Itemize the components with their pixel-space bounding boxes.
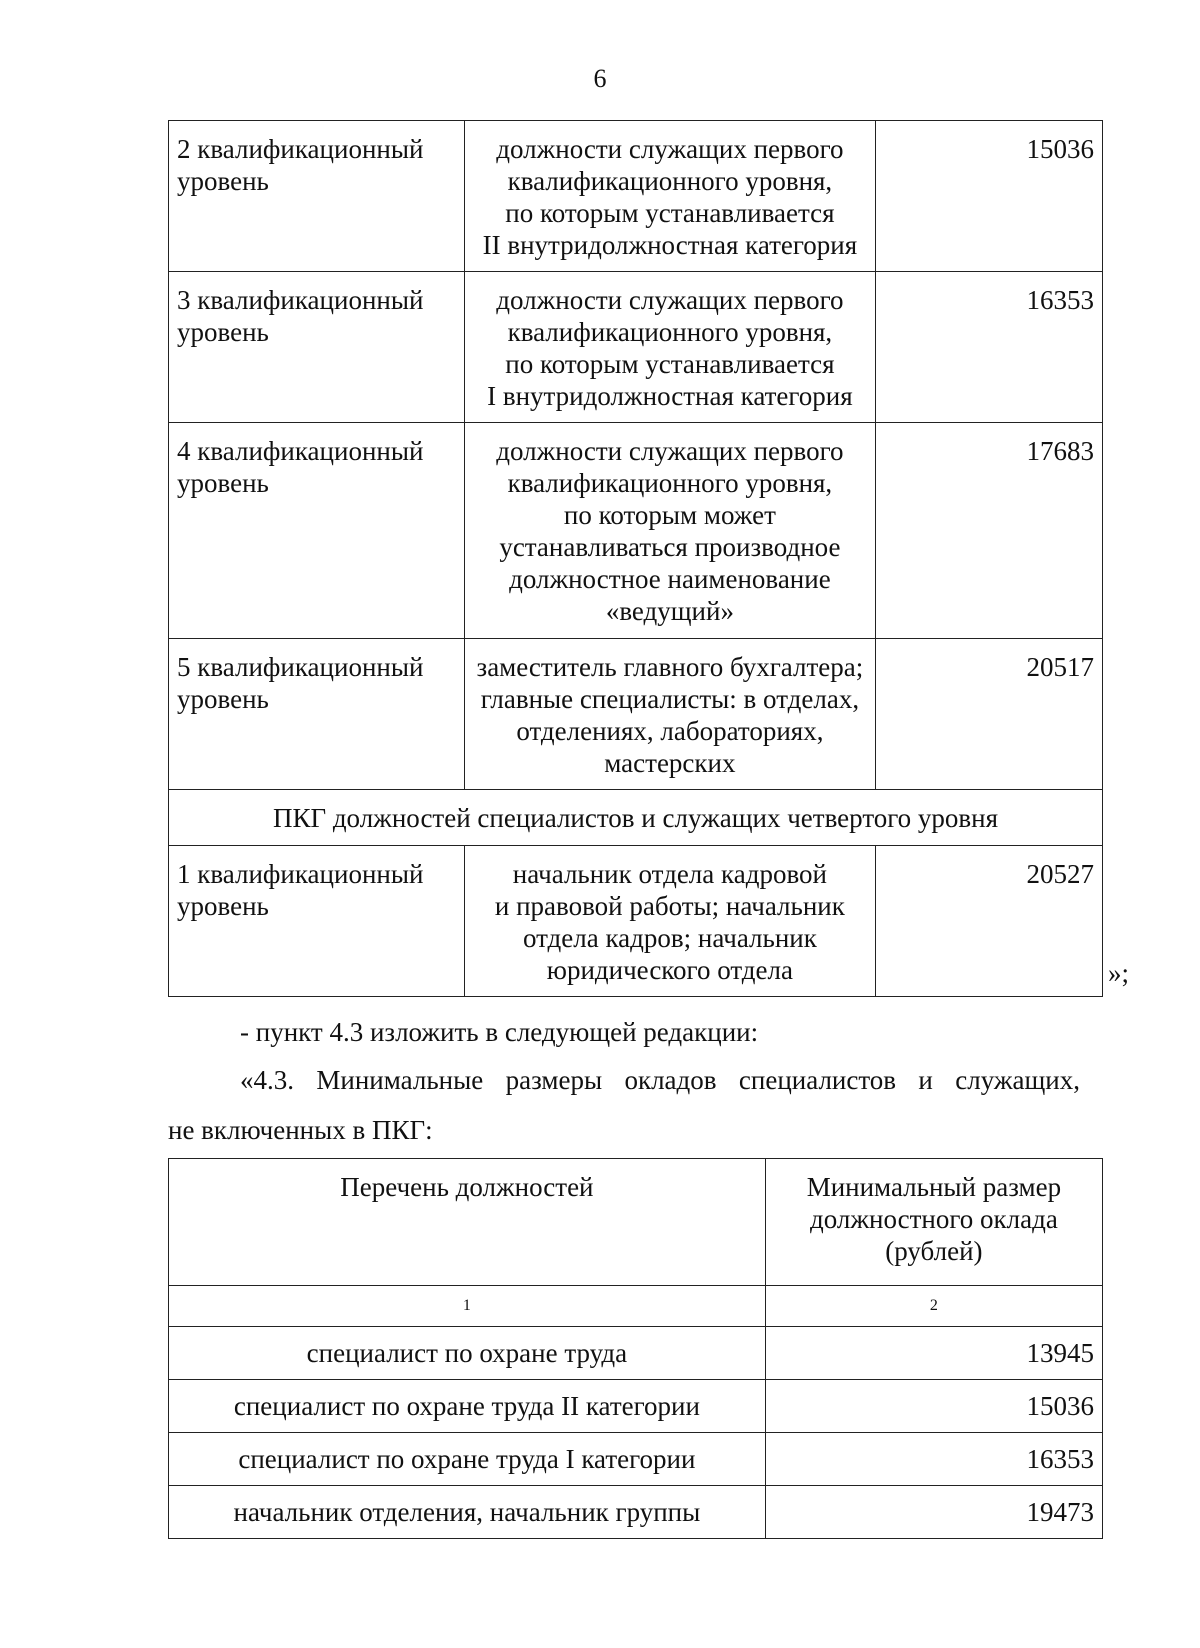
position-name: специалист по охране труда I категории <box>169 1433 766 1486</box>
positions-line: «ведущий» <box>605 596 734 626</box>
paragraph: - пункт 4.3 изложить в следующей редакции: <box>240 1017 759 1047</box>
position-name: специалист по охране труда II категории <box>169 1380 766 1433</box>
positions-line: по которым может <box>563 500 776 530</box>
salary-cell: 20517 <box>876 639 1103 790</box>
positions-cell <box>464 272 875 423</box>
table-row <box>169 1433 1103 1486</box>
table-row <box>169 272 1103 423</box>
salary-value: 13945 <box>765 1327 1102 1380</box>
column-header: Перечень должностей <box>169 1159 766 1286</box>
positions-line: I внутридолжностная категория <box>487 381 853 411</box>
positions-line: II внутридолжностная категория <box>482 230 858 260</box>
column-header: Минимальный размер должностного оклада (рублей) <box>765 1159 1102 1286</box>
table-row <box>169 1327 1103 1380</box>
table-row <box>169 1486 1103 1539</box>
paragraph: «4.3. Минимальные размеры окладов специалистов и служащих, <box>240 1065 1080 1095</box>
positions-cell <box>464 423 875 639</box>
salary-value: 19473 <box>765 1486 1102 1539</box>
positions-cell <box>464 121 875 272</box>
salary-cell: 20527 <box>876 846 1103 997</box>
positions-line: по которым устанавливается <box>505 349 835 379</box>
positions-line: квалификационного уровня, <box>507 317 833 347</box>
positions-line: заместитель главного бухгалтера; <box>476 652 864 682</box>
table-row <box>169 423 1103 639</box>
table-row <box>169 639 1103 790</box>
salary-cell: 17683 <box>876 423 1103 639</box>
positions-line: отделениях, лабораториях, <box>516 716 824 746</box>
table-row <box>169 121 1103 272</box>
level-cell: 5 квалификационный уровень <box>169 639 465 790</box>
positions-line: должностное наименование <box>509 564 831 594</box>
level-cell: 1 квалификационный уровень <box>169 846 465 997</box>
position-name: специалист по охране труда <box>169 1327 766 1380</box>
group-header: ПКГ должностей специалистов и служащих четвертого уровня <box>169 790 1103 846</box>
positions-line: должности служащих первого <box>496 134 844 164</box>
page-number: 6 <box>593 64 607 93</box>
level-cell: 4 квалификационный уровень <box>169 423 465 639</box>
paragraph: не включенных в ПКГ: <box>168 1115 433 1145</box>
salary-cell: 16353 <box>876 272 1103 423</box>
column-number: 2 <box>765 1286 1102 1327</box>
level-cell: 3 квалификационный уровень <box>169 272 465 423</box>
positions-cell <box>464 639 875 790</box>
positions-cell <box>464 846 875 997</box>
salary-value: 16353 <box>765 1433 1102 1486</box>
positions-line: должности служащих первого <box>496 436 844 466</box>
closing-quote: »; <box>1108 958 1130 988</box>
positions-line: квалификационного уровня, <box>507 468 833 498</box>
positions-line: начальник отдела кадровой <box>512 859 827 889</box>
table-row <box>169 1380 1103 1433</box>
positions-line: должности служащих первого <box>496 285 844 315</box>
positions-line: мастерских <box>604 748 736 778</box>
salary-value: 15036 <box>765 1380 1102 1433</box>
group-header-row <box>169 790 1103 846</box>
positions-line: отдела кадров; начальник <box>522 923 817 953</box>
level-cell: 2 квалификационный уровень <box>169 121 465 272</box>
positions-line: устанавливаться производное <box>499 532 841 562</box>
column-number: 1 <box>169 1286 766 1327</box>
position-name: начальник отделения, начальник группы <box>169 1486 766 1539</box>
salary-table <box>168 1158 1103 1539</box>
header-row <box>169 1159 1103 1286</box>
positions-line: по которым устанавливается <box>505 198 835 228</box>
positions-line: главные специалисты: в отделах, <box>480 684 860 714</box>
positions-line: юридического отдела <box>546 955 793 985</box>
positions-line: и правовой работы; начальник <box>494 891 845 921</box>
salary-cell: 15036 <box>876 121 1103 272</box>
positions-line: квалификационного уровня, <box>507 166 833 196</box>
table-row <box>169 846 1103 997</box>
qualification-levels-table <box>168 120 1103 997</box>
column-number-row <box>169 1286 1103 1327</box>
